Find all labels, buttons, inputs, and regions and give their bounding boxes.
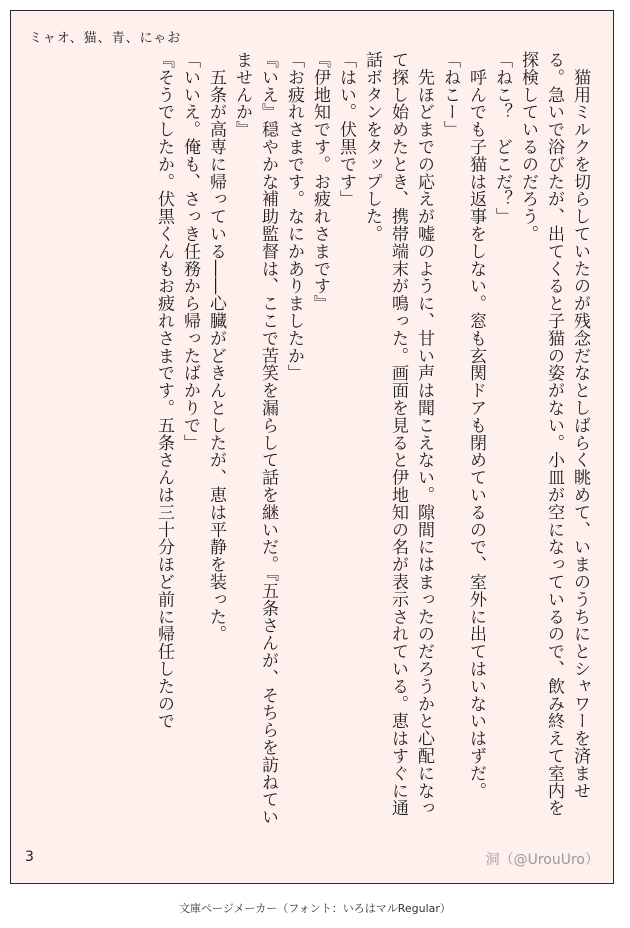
paragraph: 「お疲れさまです。なにかありましたか」 <box>284 51 304 382</box>
paragraph: 「はい。伏黒です」 <box>336 51 356 208</box>
book-page <box>10 10 614 884</box>
paragraph: 『いえ』穏やかな補助監督は、ここで苦笑を漏らして話を継いだ。『五条さんが、そちらを訪ねていませんか』 <box>232 51 278 826</box>
page-number: 3 <box>25 849 34 865</box>
body-text <box>53 51 593 831</box>
paragraph: 『そうでしたか。伏黒くんもお疲れさまです。五条さんは三十分ほど前に帰任したので <box>154 51 174 730</box>
generator-credit: 文庫ページメーカー（フォント：いろはマルRegular） <box>179 902 451 915</box>
paragraph: 「ねこ？ どこだ？」 <box>492 51 512 225</box>
paragraph: 猫用ミルクを切らしていたのが残念だなとしばらく眺めて、いまのうちにとシャワーを済ませる。急いで浴びたが、出てくると子猫の姿がない。小皿が空になっているので、飲み終えて室内を探検しているのだろう。 <box>518 51 590 817</box>
paragraph: 呼んでも子猫は返事をしない。窓も玄関ドアも閉めているので、室外に出てはいないはずだ。 <box>466 51 486 800</box>
author-credit: 洞（@UrouUro） <box>485 852 599 868</box>
book-title: ミャオ、猫、青、にゃお <box>29 31 182 46</box>
paragraph: 先ほどまでの応えが嘘のように、甘い声は聞こえない。隙間にはまったのだろうかと心配になって探し始めたとき、携帯端末が鳴った。画面を見ると伊地知の名が表示されている。恵はすぐに通話ボタンをタップした。 <box>362 51 434 817</box>
paragraph: 『伊地知です。お疲れさまです』 <box>310 51 330 312</box>
paragraph: 五条が高専に帰っている――心臓がどきんとしたが、恵は平静を装った。 <box>206 51 226 643</box>
paragraph: 「ねこー」 <box>440 51 460 138</box>
paragraph: 「いいえ。俺も、さっき任務から帰ったばかりで」 <box>180 51 200 452</box>
